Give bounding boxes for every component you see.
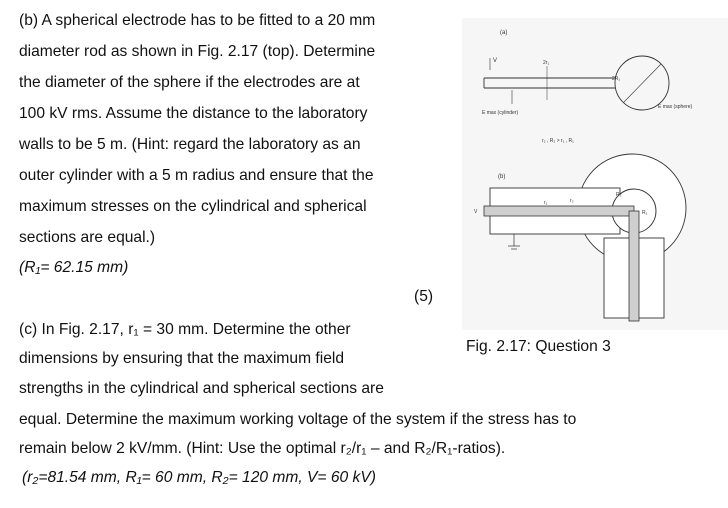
question-b-line-3: the diameter of the sphere if the electrodes are at xyxy=(19,74,360,91)
fig-top-r1-label: 2r₁ xyxy=(543,60,550,66)
fig-top-r2-label: 2R₁ xyxy=(612,76,621,82)
fig-top-voltage-label: V xyxy=(493,58,498,64)
question-c-line-3: strengths in the cylindrical and spherical sections are xyxy=(19,380,384,397)
fig-bottom-r2-small-label: r₂ xyxy=(570,198,574,204)
question-b-line-5: walls to be 5 m. (Hint: regard the laboratory as an xyxy=(19,136,361,153)
question-b-marks: (5) xyxy=(414,288,434,305)
figure-2-17 xyxy=(462,18,728,330)
question-c-answer: (r₂=81.54 mm, R₁= 60 mm, R₂= 120 mm, V= 60 kV) xyxy=(22,469,376,486)
fig-bottom-r1-label: R₁ xyxy=(642,210,648,216)
question-b-answer: (R₁= 62.15 mm) xyxy=(19,259,129,276)
question-b-line-8: sections are equal.) xyxy=(19,229,156,246)
question-b-line-7: maximum stresses on the cylindrical and spherical xyxy=(19,198,367,215)
question-c-line-5: remain below 2 kV/mm. (Hint: Use the optimal r₂/r₁ – and R₂/R₁-ratios). xyxy=(19,440,506,457)
fig-bottom-label: (b) xyxy=(498,174,506,180)
question-c-line-1: (c) In Fig. 2.17, r₁ = 30 mm. Determine the other xyxy=(19,321,351,338)
question-b-line-4: 100 kV rms. Assume the distance to the laboratory xyxy=(19,105,368,122)
question-b-line-1: (b) A spherical electrode has to be fitted to a 20 mm xyxy=(19,12,376,29)
fig-bottom-vertical-rod xyxy=(629,211,639,321)
fig-bottom-r2-label: R₂ xyxy=(616,192,622,198)
fig-ratio-label: r₂ , R₂ > r₁ , R₁ xyxy=(542,138,574,144)
question-b-line-2: diameter rod as shown in Fig. 2.17 (top). Determine xyxy=(19,43,376,60)
question-c-line-4: equal. Determine the maximum working voltage of the system if the stress has to xyxy=(19,411,577,428)
question-c-line-2: dimensions by ensuring that the maximum field xyxy=(19,350,345,367)
fig-bottom-horizontal-rod xyxy=(484,206,634,216)
fig-top-label: (a) xyxy=(500,30,508,36)
fig-top-esph-label: E max (sphere) xyxy=(658,104,693,110)
fig-bottom-voltage-label: V xyxy=(474,209,478,215)
question-b-line-6: outer cylinder with a 5 m radius and ensure that the xyxy=(19,167,374,184)
fig-bottom-r1-small-label: r₁ xyxy=(544,200,548,206)
fig-top-ecyl-label: E max (cylinder) xyxy=(482,110,519,116)
figure-caption: Fig. 2.17: Question 3 xyxy=(466,338,611,355)
